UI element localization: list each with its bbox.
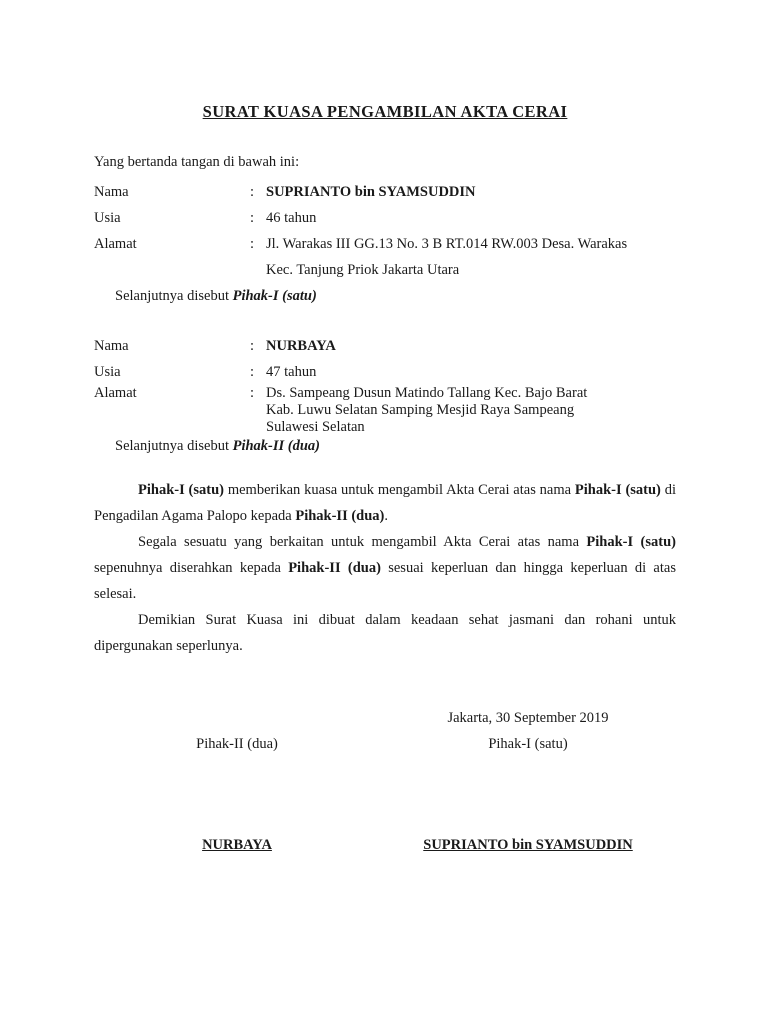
- text-segment: Pihak-I (satu): [586, 534, 676, 550]
- party1-age-row: [94, 205, 676, 231]
- closing-date-row: [94, 705, 676, 731]
- address-label: Alamat: [94, 236, 137, 252]
- intro-line: Yang bertanda tangan di bawah ini:: [94, 154, 300, 170]
- text-segment: Pihak-I (satu): [574, 482, 661, 498]
- date-spacer: [94, 705, 380, 731]
- party1-term: Pihak-I (satu): [232, 288, 317, 304]
- text-segment: di Pengadilan Agama Palopo kepada: [94, 482, 677, 524]
- party2-address-row: [94, 385, 676, 436]
- address-line: Ds. Sampeang Dusun Matindo Tallang Kec. Bajo Barat: [266, 385, 588, 401]
- signature-roles-row: [94, 731, 676, 757]
- party2-age-value: 47 tahun: [266, 364, 317, 380]
- party2-section: [94, 333, 676, 455]
- text-segment: Pihak-II (dua): [288, 560, 381, 576]
- name-label: Nama: [94, 184, 129, 200]
- age-label: Usia: [94, 210, 121, 226]
- signature-name-left-cell: [94, 832, 380, 858]
- colon-separator: :: [250, 364, 255, 380]
- colon-separator: :: [250, 184, 255, 200]
- party1-address-value: [266, 231, 676, 283]
- text-segment: .: [384, 508, 389, 524]
- colon-separator: :: [250, 338, 255, 354]
- address-line: Jl. Warakas III GG.13 No. 3 B RT.014 RW.003 Desa. Warakas: [266, 236, 628, 252]
- party1-name-value: SUPRIANTO bin SYAMSUDDIN: [266, 184, 476, 200]
- signature-role-right: Pihak-I (satu): [488, 736, 568, 752]
- address-line: Kab. Luwu Selatan Samping Mesjid Raya Sampeang: [266, 402, 575, 418]
- address-label: Alamat: [94, 385, 137, 401]
- signature-name-right-cell: [380, 832, 676, 858]
- text-segment: Pihak-I (satu): [138, 482, 225, 498]
- text-segment: memberikan kuasa untuk mengambil Akta Cerai atas nama: [224, 482, 575, 498]
- address-line: Kec. Tanjung Priok Jakarta Utara: [266, 262, 460, 278]
- party2-name-row: [94, 333, 676, 359]
- party1-address-row: [94, 231, 676, 283]
- signature-role-left: Pihak-II (dua): [196, 736, 278, 752]
- text-segment: sepenuhnya diserahkan kepada: [94, 560, 289, 576]
- party1-name-row: [94, 179, 676, 205]
- party1-age-value: 46 tahun: [266, 210, 317, 226]
- paragraph: [94, 607, 676, 659]
- party2-age-row: [94, 359, 676, 385]
- text-segment: Pihak-II (dua): [295, 508, 385, 524]
- signature-name-right: SUPRIANTO bin SYAMSUDDIN: [423, 837, 633, 853]
- signature-names-row: [94, 832, 676, 858]
- text-segment: Demikian Surat Kuasa ini dibuat dalam keadaan sehat jasmani dan rohani untuk dipergunakan seperlunya.: [94, 612, 676, 654]
- paragraph: [94, 477, 676, 529]
- body-paragraphs: [94, 477, 676, 659]
- party2-name-value: NURBAYA: [266, 338, 336, 354]
- party2-note: [94, 438, 676, 455]
- document-title: SURAT KUASA PENGAMBILAN AKTA CERAI: [202, 102, 568, 121]
- party2-address-value: [266, 385, 676, 436]
- name-label: Nama: [94, 338, 129, 354]
- signature-name-left: NURBAYA: [202, 837, 272, 853]
- text-segment: Segala sesuatu yang berkaitan untuk mengambil Akta Cerai atas nama: [138, 534, 587, 550]
- note-prefix: Selanjutnya disebut: [115, 438, 229, 454]
- colon-separator: :: [250, 385, 255, 401]
- colon-separator: :: [250, 210, 255, 226]
- paragraph: [94, 529, 676, 607]
- age-label: Usia: [94, 364, 121, 380]
- note-prefix: Selanjutnya disebut: [115, 288, 229, 304]
- colon-separator: :: [250, 236, 255, 252]
- closing-date: Jakarta, 30 September 2019: [447, 710, 609, 726]
- party1-note: [94, 283, 676, 309]
- party1-section: [94, 179, 676, 309]
- address-line: Sulawesi Selatan: [266, 419, 365, 435]
- text-segment: sesuai keperluan dan hingga keperluan di atas selesai.: [94, 560, 676, 602]
- party2-term: Pihak-II (dua): [232, 438, 321, 454]
